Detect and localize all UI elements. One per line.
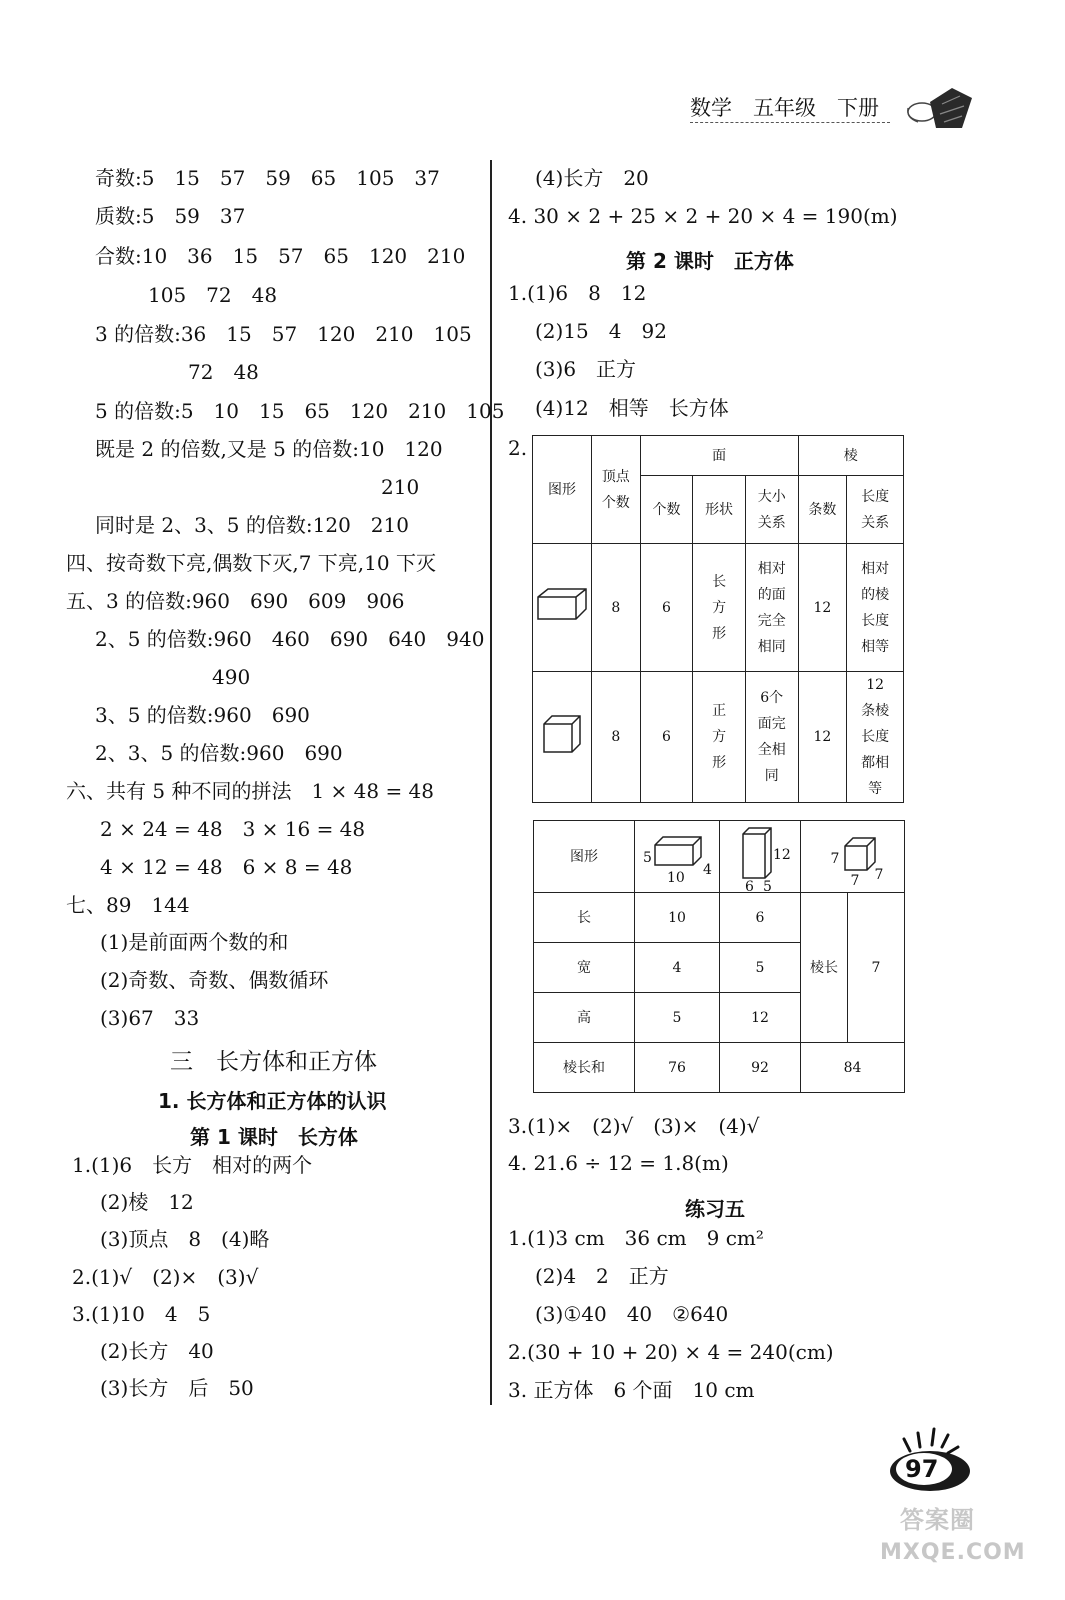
lesson-heading: 第 1 课时 长方体 (190, 1125, 358, 1149)
row-label: 宽 (534, 943, 635, 993)
answer-line: 五、3 的倍数:960 690 609 906 (66, 589, 405, 613)
cell: 长方形 (693, 544, 746, 672)
row-label: 长 (534, 893, 635, 943)
answer-line: 3. 正方体 6 个面 10 cm (508, 1378, 755, 1402)
cell: 84 (801, 1043, 905, 1093)
answer-line: (2)奇数、奇数、偶数循环 (100, 968, 329, 992)
table-row-length (534, 893, 905, 943)
cell: 76 (635, 1043, 720, 1093)
watermark-url: MXQE.COM (880, 1540, 1026, 1565)
cell: 相对的棱长度相等 (847, 544, 904, 672)
answer-line: (3)67 33 (100, 1006, 200, 1030)
answer-line: (2)棱 12 (100, 1190, 194, 1214)
cuboid-figure (533, 544, 592, 672)
table-header-face: 面 (640, 436, 798, 476)
table-row-cuboid (533, 544, 904, 672)
answer-line: 1.(1)3 cm 36 cm 9 cm² (508, 1226, 764, 1250)
answer-line: 105 72 48 (148, 283, 278, 307)
answer-line: 1.(1)6 8 12 (508, 281, 647, 305)
cell: 12 (798, 672, 847, 803)
edge-length-label: 棱长 (801, 893, 848, 1043)
answer-line: 3.(1)× (2)√ (3)× (4)√ (508, 1114, 760, 1138)
answer-line: 七、89 144 (66, 893, 190, 917)
answer-line: (3)顶点 8 (4)略 (100, 1227, 270, 1251)
answer-line: (4)12 相等 长方体 (535, 396, 729, 420)
cell: 相对的面完全相同 (745, 544, 798, 672)
table-row-edge-sum (534, 1043, 905, 1093)
table-header-face-count: 个数 (640, 476, 693, 544)
answer-line: 4 × 12 = 48 6 × 8 = 48 (100, 855, 353, 879)
cell: 6个面完全相同 (745, 672, 798, 803)
answer-line: (1)是前面两个数的和 (100, 930, 289, 954)
table-row-cube (533, 672, 904, 803)
cell: 12 (720, 993, 801, 1043)
answer-line: 4. 30 × 2 + 25 × 2 + 20 × 4 = 190(m) (508, 204, 898, 228)
cell: 10 (635, 893, 720, 943)
header-decoration-icon (902, 84, 976, 138)
section-heading: 三 长方体和正方体 (170, 1049, 377, 1075)
figure-cuboid: 5 10 4 (635, 821, 720, 893)
cell: 8 (591, 672, 640, 803)
figure-cube: 7 7 7 (801, 821, 905, 893)
answer-line: 490 (212, 665, 251, 689)
exercise-heading: 练习五 (685, 1197, 745, 1221)
answer-line: (2)长方 40 (100, 1339, 214, 1363)
answer-line: 2、5 的倍数:960 460 690 640 940 (95, 627, 485, 651)
answer-line: 奇数:5 15 57 59 65 105 37 (95, 166, 440, 190)
properties-table (532, 435, 904, 803)
answer-line: (4)长方 20 (535, 166, 649, 190)
answer-line: 四、按奇数下亮,偶数下灭,7 下亮,10 下灭 (66, 551, 436, 575)
answer-line: 3、5 的倍数:960 690 (95, 703, 310, 727)
cell: 12 (798, 544, 847, 672)
answer-line: 六、共有 5 种不同的拼法 1 × 48 = 48 (66, 779, 435, 803)
cell: 6 (640, 672, 693, 803)
cell: 5 (635, 993, 720, 1043)
answer-line: 3.(1)10 4 5 (72, 1302, 211, 1326)
page-number: 97 (905, 1455, 939, 1483)
subsection-heading: 1. 长方体和正方体的认识 (158, 1089, 387, 1113)
cell: 6 (640, 544, 693, 672)
table-header-edge-count: 条数 (798, 476, 847, 544)
answer-line: 2 × 24 = 48 3 × 16 = 48 (100, 817, 366, 841)
dimensions-table (533, 820, 905, 1093)
answer-line: 210 (381, 475, 420, 499)
answer-line: 72 48 (188, 360, 259, 384)
answer-line: 3 的倍数:36 15 57 120 210 105 (95, 322, 472, 346)
row-label: 棱长和 (534, 1043, 635, 1093)
cell: 正方形 (693, 672, 746, 803)
answer-line: 质数:5 59 37 (95, 204, 246, 228)
answer-line: 5 的倍数:5 10 15 65 120 210 105 (95, 399, 505, 423)
figure-tall-cuboid: 12 6 5 (720, 821, 801, 893)
cube-figure (533, 672, 592, 803)
answer-line: 1.(1)6 长方 相对的两个 (72, 1153, 313, 1177)
table-header-shape: 图形 (533, 436, 592, 544)
table-header-edge: 棱 (798, 436, 903, 476)
answer-line: (3)长方 后 50 (100, 1376, 254, 1400)
answer-line: (2)4 2 正方 (535, 1264, 669, 1288)
table-header-face-size: 大小关系 (745, 476, 798, 544)
page-header-title: 数学 五年级 下册 (690, 96, 879, 120)
answer-line: (3)6 正方 (535, 357, 637, 381)
header-rule (690, 122, 890, 123)
answer-line: 既是 2 的倍数,又是 5 的倍数:10 120 (95, 437, 443, 461)
answer-line: 2.(30 + 10 + 20) × 4 = 240(cm) (508, 1340, 834, 1364)
row-label: 高 (534, 993, 635, 1043)
lesson-heading: 第 2 课时 正方体 (626, 249, 794, 273)
answer-line: 2.(1)√ (2)× (3)√ (72, 1265, 259, 1289)
table-header-edge-length: 长度关系 (847, 476, 904, 544)
cell: 8 (591, 544, 640, 672)
cell: 12条棱长度都相等 (847, 672, 904, 803)
answer-line: 同时是 2、3、5 的倍数:120 210 (95, 513, 409, 537)
answer-line: (3)①40 40 ②640 (535, 1302, 729, 1326)
table-header-face-shape: 形状 (693, 476, 746, 544)
cell: 6 (720, 893, 801, 943)
table-header-shape: 图形 (534, 821, 635, 893)
cell: 5 (720, 943, 801, 993)
edge-length-value: 7 (848, 893, 905, 1043)
cell: 4 (635, 943, 720, 993)
answer-line: 4. 21.6 ÷ 12 = 1.8(m) (508, 1151, 729, 1175)
answer-line: 2. (508, 436, 528, 460)
cell: 92 (720, 1043, 801, 1093)
answer-line: 合数:10 36 15 57 65 120 210 (95, 244, 466, 268)
answer-line: 2、3、5 的倍数:960 690 (95, 741, 343, 765)
column-divider (490, 160, 492, 1405)
table-header-vertex: 顶点个数 (591, 436, 640, 544)
answer-line: (2)15 4 92 (535, 319, 667, 343)
watermark-text: 答案圈 (900, 1506, 975, 1534)
